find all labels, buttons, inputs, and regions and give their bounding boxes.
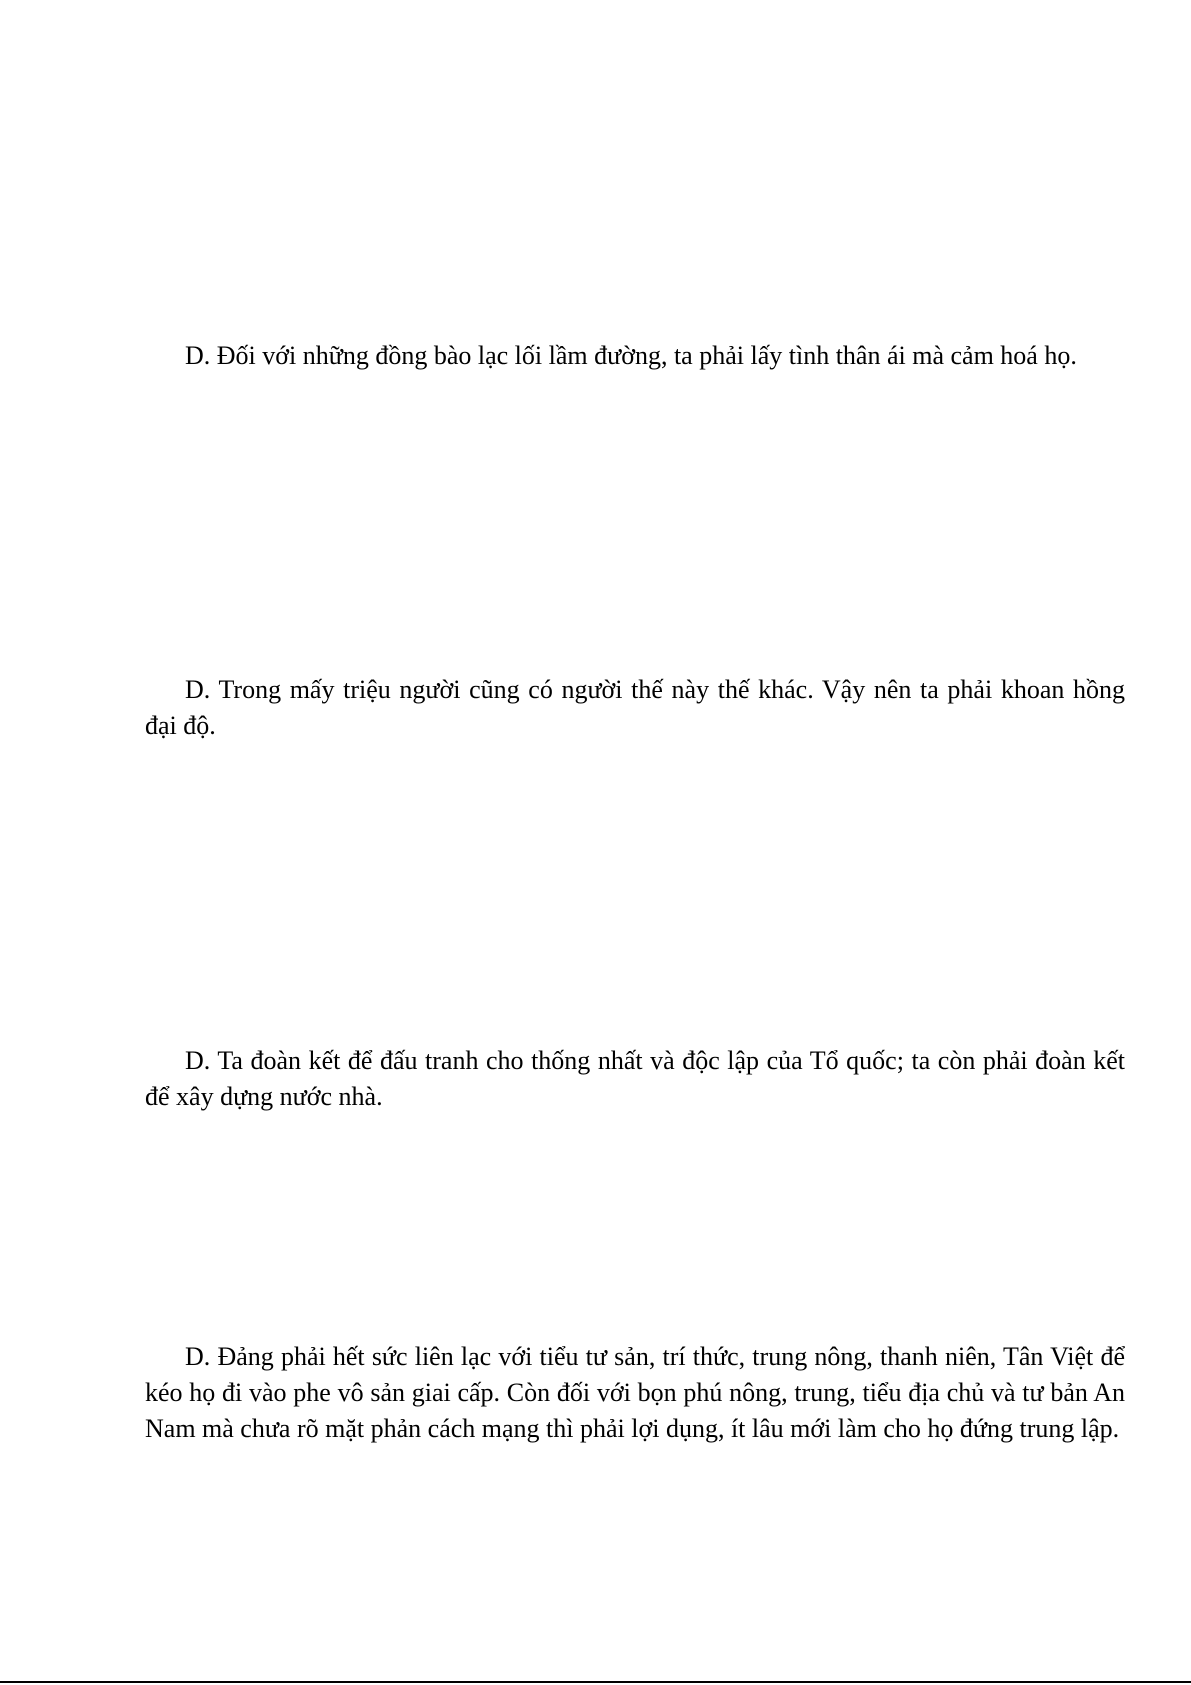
answer-paragraph-1: D. Đối với những đồng bào lạc lối lầm đường, ta phải lấy tình thân ái mà cảm hoá họ. [185,341,1077,370]
page-bottom-rule [0,1681,1191,1683]
answer-paragraph-2: D. Trong mấy triệu người cũng có người thế này thế khác. Vậy nên ta phải khoan hồng đại độ. [145,675,1125,740]
answer-paragraph-3: D. Ta đoàn kết để đấu tranh cho thống nhất và độc lập của Tổ quốc; ta còn phải đoàn kết để xây dựng nước nhà. [145,1046,1125,1111]
answer-paragraph-4: D. Đảng phải hết sức liên lạc với tiểu tư sản, trí thức, trung nông, thanh niên, Tân Việt để kéo họ đi vào phe vô sản giai cấp. Còn đối với bọn phú nông, trung, tiểu địa chủ và tư bản An Nam mà chưa rõ mặt phản cách mạng thì phải lợi dụng, ít lâu mới làm cho họ đứng trung lập. [145,1342,1125,1443]
